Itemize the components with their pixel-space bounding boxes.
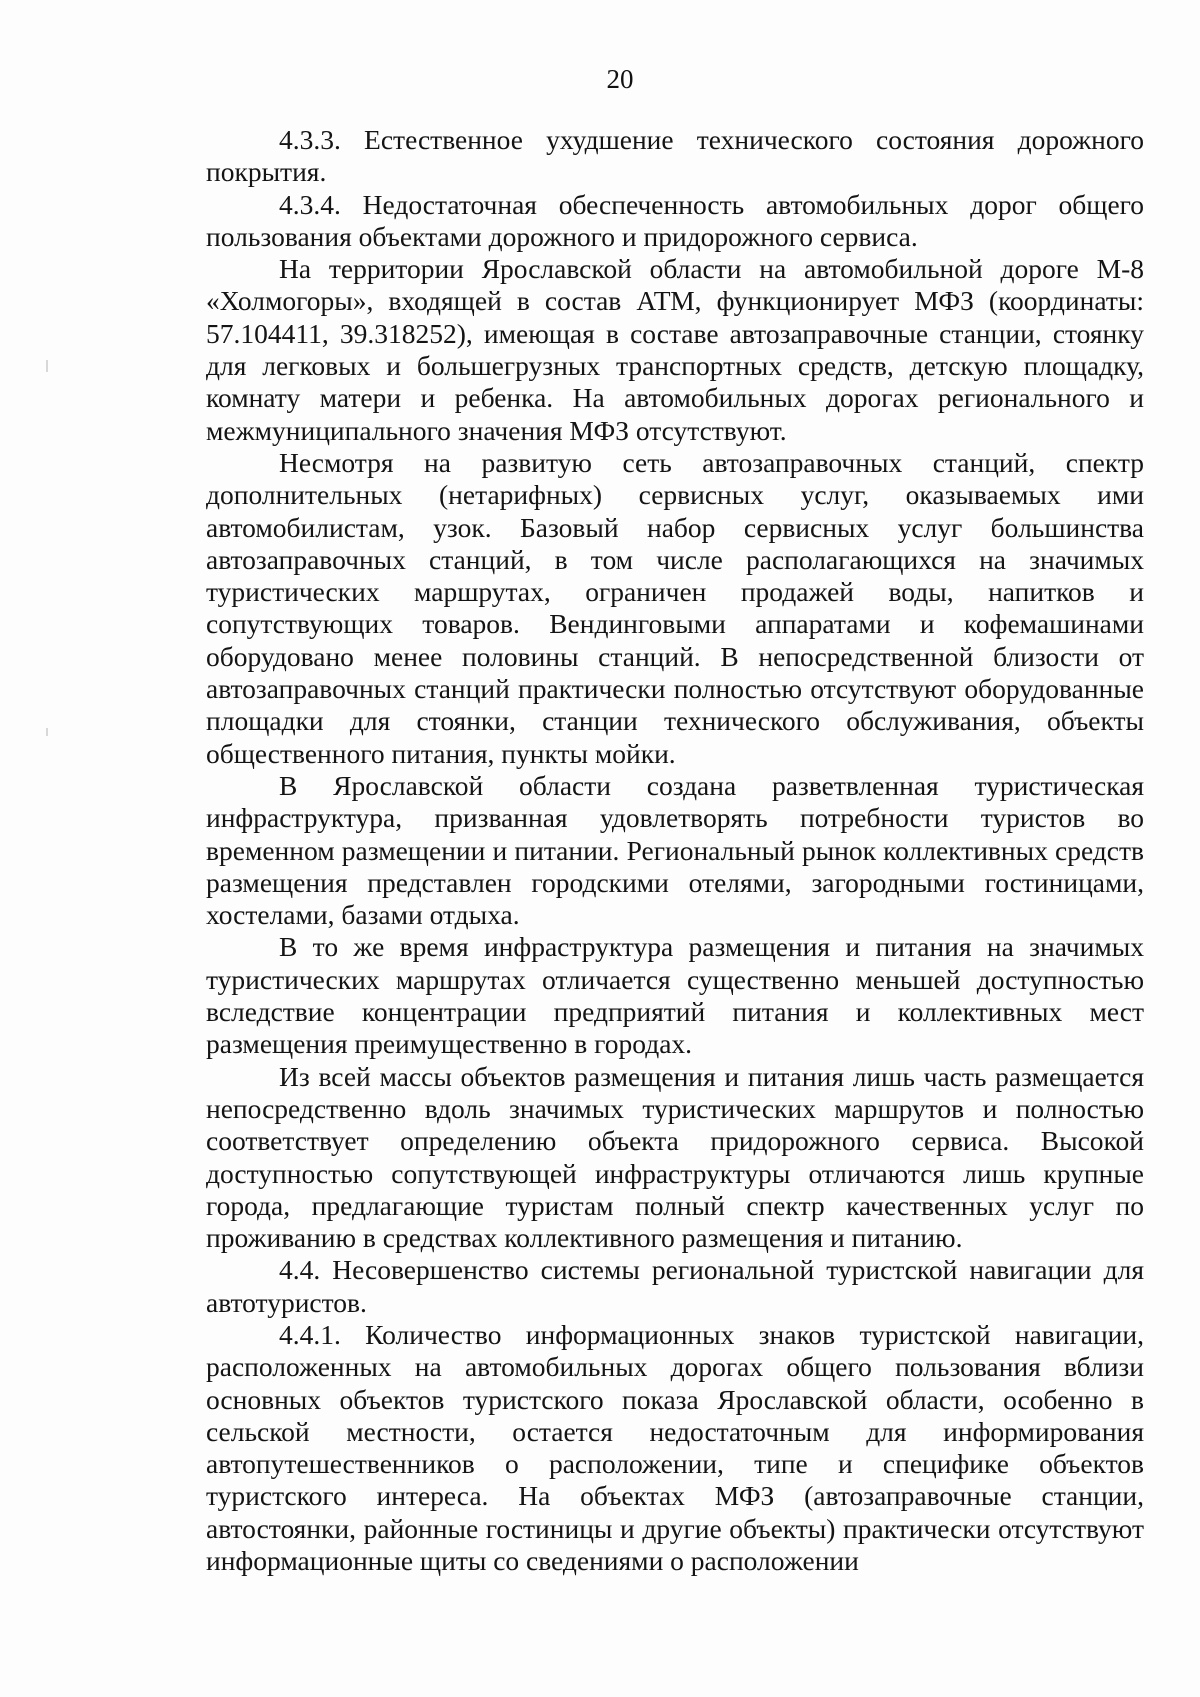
paragraph-4-3-3: 4.3.3. Естественное ухудшение технического состояния дорожного покрытия. xyxy=(206,124,1144,188)
paragraph-accommodation-access: В то же время инфраструктура размещения и питания на значимых туристических маршрутах отличается существенно меньшей доступностью вследствие концентрации предприятий питания и коллективных мест размещения преимущественно в городах. xyxy=(206,931,1144,1060)
paragraph-gas-stations: Несмотря на развитую сеть автозаправочных станций, спектр дополнительных (нетарифных) сервисных услуг, оказываемых ими автомобилистам, узок. Базовый набор сервисных услуг большинства автозаправочных станций, в том числе располагающихся на значимых туристических маршрутах, ограничен продажей воды, напитков и сопутствующих товаров. Вендинговыми аппаратами и кофемашинами оборудовано менее половины станций. В непосредственной близости от автозаправочных станций практически полностью отсутствуют оборудованные площадки для стоянки, станции технического обслуживания, объекты общественного питания, пункты мойки. xyxy=(206,446,1144,769)
scan-artifact xyxy=(46,728,48,736)
paragraph-4-4-1: 4.4.1. Количество информационных знаков туристской навигации, расположенных на автомобильных дорогах общего пользования вблизи основных объектов туристского показа Ярославской области, особенно в сельской местности, остается недостаточным для информирования автопутешественников о расположении, типе и специфике объектов туристского интереса. На объектах МФЗ (автозаправочные станции, автостоянки, районные гостиницы и другие объекты) практически отсутствуют информационные щиты со сведениями о расположении xyxy=(206,1318,1144,1577)
page-number: 20 xyxy=(606,64,634,94)
paragraph-tourist-infrastructure: В Ярославской области создана разветвленная туристическая инфраструктура, призванная удовлетворять потребности туристов во временном размещении и питании. Региональный рынок коллективных средств размещения представлен городскими отелями, загородными гостиницами, хостелами, базами отдыха. xyxy=(206,769,1144,931)
paragraph-mfz-m8: На территории Ярославской области на автомобильной дороге М-8 «Холмогоры», входящей в состав АТМ, функционирует МФЗ (координаты: 57.104411, 39.318252), имеющая в составе автозаправочные станции, стоянку для легковых и большегрузных транспортных средств, детскую площадку, комнату матери и ребенка. На автомобильных дорогах регионального и межмуниципального значения МФЗ отсутствуют. xyxy=(206,253,1144,446)
paragraph-4-4: 4.4. Несовершенство системы региональной туристской навигации для автотуристов. xyxy=(206,1254,1144,1318)
paragraph-4-3-4: 4.3.4. Недостаточная обеспеченность автомобильных дорог общего пользования объектами дорожного и придорожного сервиса. xyxy=(206,188,1144,252)
paragraph-roadside-service: Из всей массы объектов размещения и питания лишь часть размещается непосредственно вдоль значимых туристических маршрутов и полностью соответствует определению объекта придорожного сервиса. Высокой доступностью сопутствующей инфраструктуры отличаются лишь крупные города, предлагающие туристам полный спектр качественных услуг по проживанию в средствах коллективного размещения и питанию. xyxy=(206,1060,1144,1254)
document-body xyxy=(206,124,1144,1577)
scan-artifact xyxy=(46,360,48,372)
